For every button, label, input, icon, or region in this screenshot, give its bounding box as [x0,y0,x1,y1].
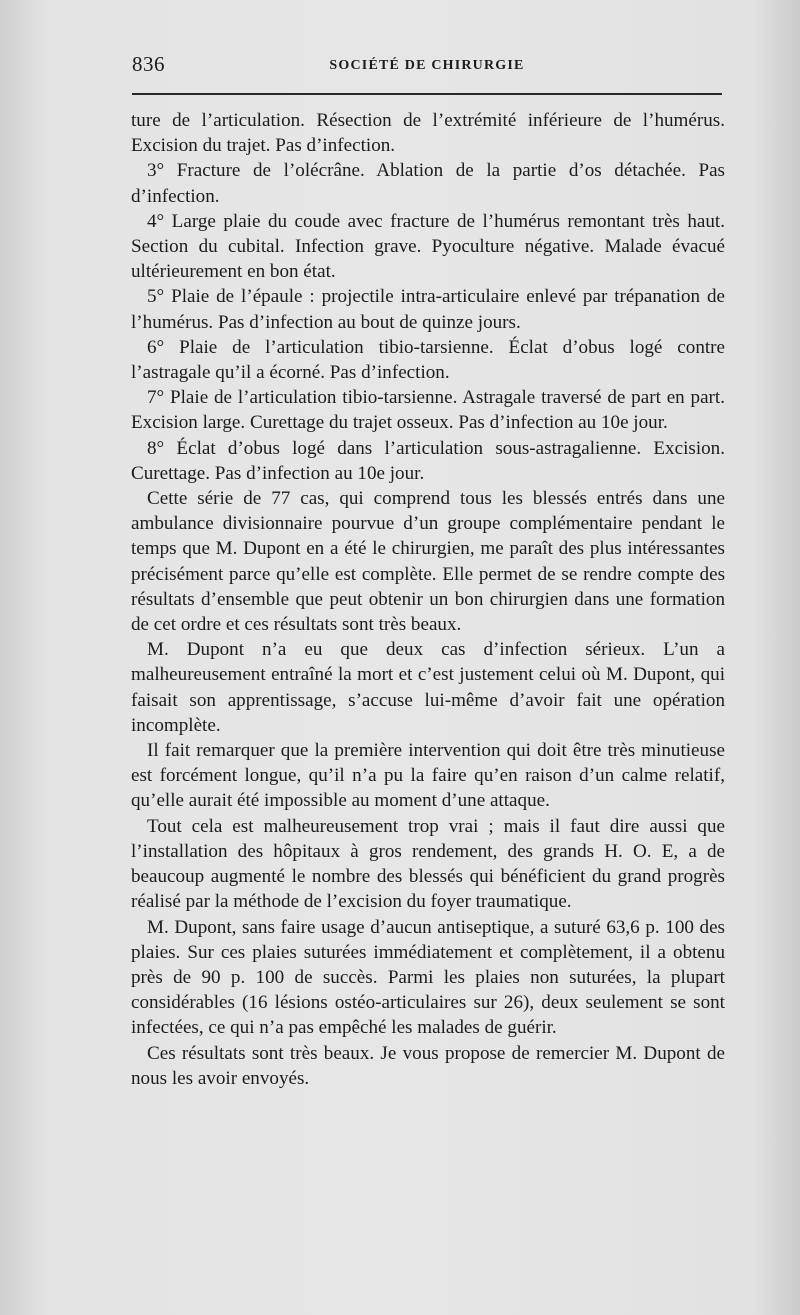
paragraph-infections: M. Dupont n’a eu que deux cas d’infection sérieux. L’un a malheureusement entraîné la mort et c’est justement celui où M. Dupont, qui faisait son apprentissage, s’accuse lui-même d’avoir fait une opération incomplète. [131,639,725,736]
paragraph-conclusion: Ces résultats sont très beaux. Je vous propose de remercier M. Dupont de nous les avoir envoyés. [131,1042,725,1089]
body-text [131,108,725,1091]
paragraph-first-intervention: Il fait remarquer que la première intervention qui doit être très minutieuse est forcément longue, qu’il n’a pu la faire qu’en raison d’un calme relatif, qu’elle aurait été impossible au moment d’une attaque. [131,740,725,812]
running-head: SOCIÉTÉ DE CHIRURGIE [329,58,525,73]
paragraph-case-3: 3° Fracture de l’olécrâne. Ablation de la partie d’os détachée. Pas d’infection. [131,160,725,207]
paragraph-case-7: 7° Plaie de l’articulation tibio-tarsienne. Astragale traversé de part en part. Excision large. Curettage du trajet osseux. Pas d’infection au 10e jour. [131,387,725,434]
paragraph-hospitals: Tout cela est malheureusement trop vrai ; mais il faut dire aussi que l’installation des hôpitaux à gros rendement, des grands H. O. E, a de beaucoup augmenté le nombre des blessés qui bénéficient du grand progrès réalisé par la méthode de l’excision du foyer traumatique. [131,815,725,913]
paragraph-series: Cette série de 77 cas, qui comprend tous les blessés entrés dans une ambulance divisionnaire pourvue d’un groupe complémentaire pendant le temps que M. Dupont en a été le chirurgien, me paraît des plus intéressantes précisément parce qu’elle est complète. Elle permet de se rendre compte des résultats d’ensemble que peut obtenir un bon chirurgien dans une formation de cet ordre et ces résultats sont très beaux. [131,488,725,636]
paragraph-case-6: 6° Plaie de l’articulation tibio-tarsienne. Éclat d’obus logé contre l’astragale qu’il a écorné. Pas d’infection. [131,336,725,384]
paragraph-sutures: M. Dupont, sans faire usage d’aucun antiseptique, a suturé 63,6 p. 100 des plaies. Sur ces plaies suturées immédiatement et complètement, il a obtenu près de 90 p. 100 de succès. Parmi les plaies non suturées, la plupart considérables (16 lésions ostéo-articulaires sur 26), deux seulement se sont infectées, ce qui n’a pas empêché les malades de guérir. [131,916,725,1039]
page-number: 836 [132,52,165,76]
paragraph-case-5: 5° Plaie de l’épaule : projectile intra-articulaire enlevé par trépanation de l’humérus. Pas d’infection au bout de quinze jours. [131,286,725,333]
paragraph-case-4: 4° Large plaie du coude avec fracture de l’humérus remontant très haut. Section du cubital. Infection grave. Pyoculture négative. Malade évacué ultérieurement en bon état. [131,210,725,283]
page-header [132,48,722,88]
paragraph-continuation: ture de l’articulation. Résection de l’extrémité inférieure de l’humérus. Excision du trajet. Pas d’infection. [131,110,725,157]
header-rule [132,93,722,95]
paragraph-case-8: 8° Éclat d’obus logé dans l’articulation sous-astragalienne. Excision. Curettage. Pas d’infection au 10e jour. [131,437,725,484]
